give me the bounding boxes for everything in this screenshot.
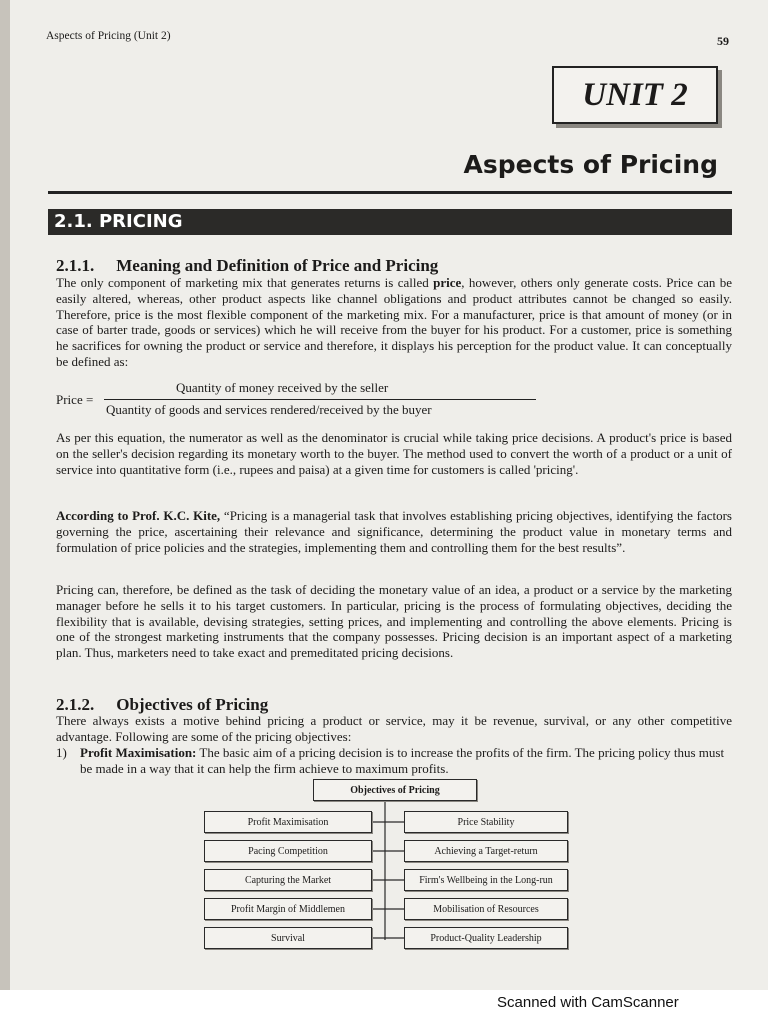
bold-term-price: price (433, 275, 462, 290)
diagram-right-box: Achieving a Target-return (404, 840, 568, 862)
list-item-body (80, 745, 732, 777)
camscanner-watermark: Scanned with CamScanner (497, 994, 679, 1011)
diagram-root-box: Objectives of Pricing (313, 779, 477, 801)
diagram-right-box: Firm's Wellbeing in the Long-run (404, 869, 568, 891)
formula-numerator: Quantity of money received by the seller (176, 380, 389, 395)
formula-denominator: Quantity of goods and services rendered/received by the buyer (106, 402, 432, 417)
diagram-right-box: Price Stability (404, 811, 568, 833)
diagram-right-box: Product-Quality Leadership (404, 927, 568, 949)
diagram-left-box: Profit Margin of Middlemen (204, 898, 372, 920)
paragraph-objectives-intro: There always exists a motive behind pricing a product or service, may it be revenue, survival, or any other competitive advantage. Following are some of the pricing objectives: (56, 713, 732, 744)
diagram-left-box: Survival (204, 927, 372, 949)
subsection-heading-meaning (56, 256, 438, 276)
list-item-text: The basic aim of a pricing decision is to increase the profits of the firm. The pricing policy thus must be made in a way that it can help the firm achieve to maximum profits. (80, 745, 725, 776)
price-formula (56, 380, 496, 422)
diagram-right-box: Mobilisation of Resources (404, 898, 568, 920)
unit-label: UNIT 2 (582, 76, 688, 113)
list-item-profit-maximisation (56, 745, 732, 776)
paragraph-kite-definition (56, 508, 732, 555)
paragraph-equation: As per this equation, the numerator as well as the denominator is crucial while taking price decisions. A product's price is based on the seller's decision regarding its monetary worth to the buyer. The method used to convert the worth of a product or a unit of service into quantitative form (i.e., rupees and paisa) at a given time for customers is called 'pricing'. (56, 430, 732, 477)
list-item-term: Profit Maximisation: (80, 745, 197, 760)
diagram-left-box: Profit Maximisation (204, 811, 372, 833)
paragraph-price-definition (56, 275, 732, 370)
diagram-left-box: Capturing the Market (204, 869, 372, 891)
running-head: Aspects of Pricing (Unit 2) (46, 30, 171, 42)
subsection-title: Objectives of Pricing (116, 695, 269, 714)
page-number: 59 (717, 34, 729, 48)
fraction-bar (104, 399, 536, 400)
title-rule (48, 191, 732, 194)
subsection-heading-objectives (56, 695, 268, 715)
formula-lhs: Price = (56, 392, 94, 407)
paragraph-text: , however, others only generate costs. Price can be easily altered, whereas, other product aspects like channel obligations and product attributes cannot be changed so easily. Therefore, price is the most flexible component of the marketing mix. For a manufacturer, price is that amount of money (or in case of barter trade, goods or services) which he will receive from the buyer for his product. For a customer, price is something he sacrifices for owning the product or service and therefore, it displays his perception for the product value. It can conceptually be defined as: (56, 275, 732, 369)
chapter-title: Aspects of Pricing (463, 150, 718, 179)
bold-author-name: According to Prof. K.C. Kite, (56, 508, 221, 523)
list-marker: 1) (56, 745, 67, 760)
paragraph-text: The only component of marketing mix that generates returns is called (56, 275, 434, 290)
paragraph-text: “Pricing is a managerial task that involves establishing pricing objectives, identifying the factors governing the price, ascertaining their relevance and significance, determining the product value in monetary terms and formulation of price policies and the strategies, implementing them and controlling them for the best results”. (56, 508, 732, 555)
unit-label-box (552, 66, 718, 124)
objectives-diagram-connectors (10, 0, 768, 990)
diagram-left-box: Pacing Competition (204, 840, 372, 862)
subsection-title: Meaning and Definition of Price and Pricing (116, 256, 439, 275)
subsection-number: 2.1.1. (56, 256, 95, 275)
subsection-number: 2.1.2. (56, 695, 95, 714)
section-heading: 2.1. PRICING (48, 209, 732, 235)
paragraph-pricing-task: Pricing can, therefore, be defined as the task of deciding the monetary value of an idea, a product or a service by the marketing manager before he sells it to his target customers. In particular, pricing is the process of formulating objectives, deciding the flexibility that is available, devising strategies, setting prices, and implementing and controlling the above elements. Pricing is one of the strongest marketing instruments that the company possesses. Pricing decision is an important aspect of a marketing plan. Thus, marketers need to take exact and premeditated pricing decisions. (56, 582, 732, 661)
